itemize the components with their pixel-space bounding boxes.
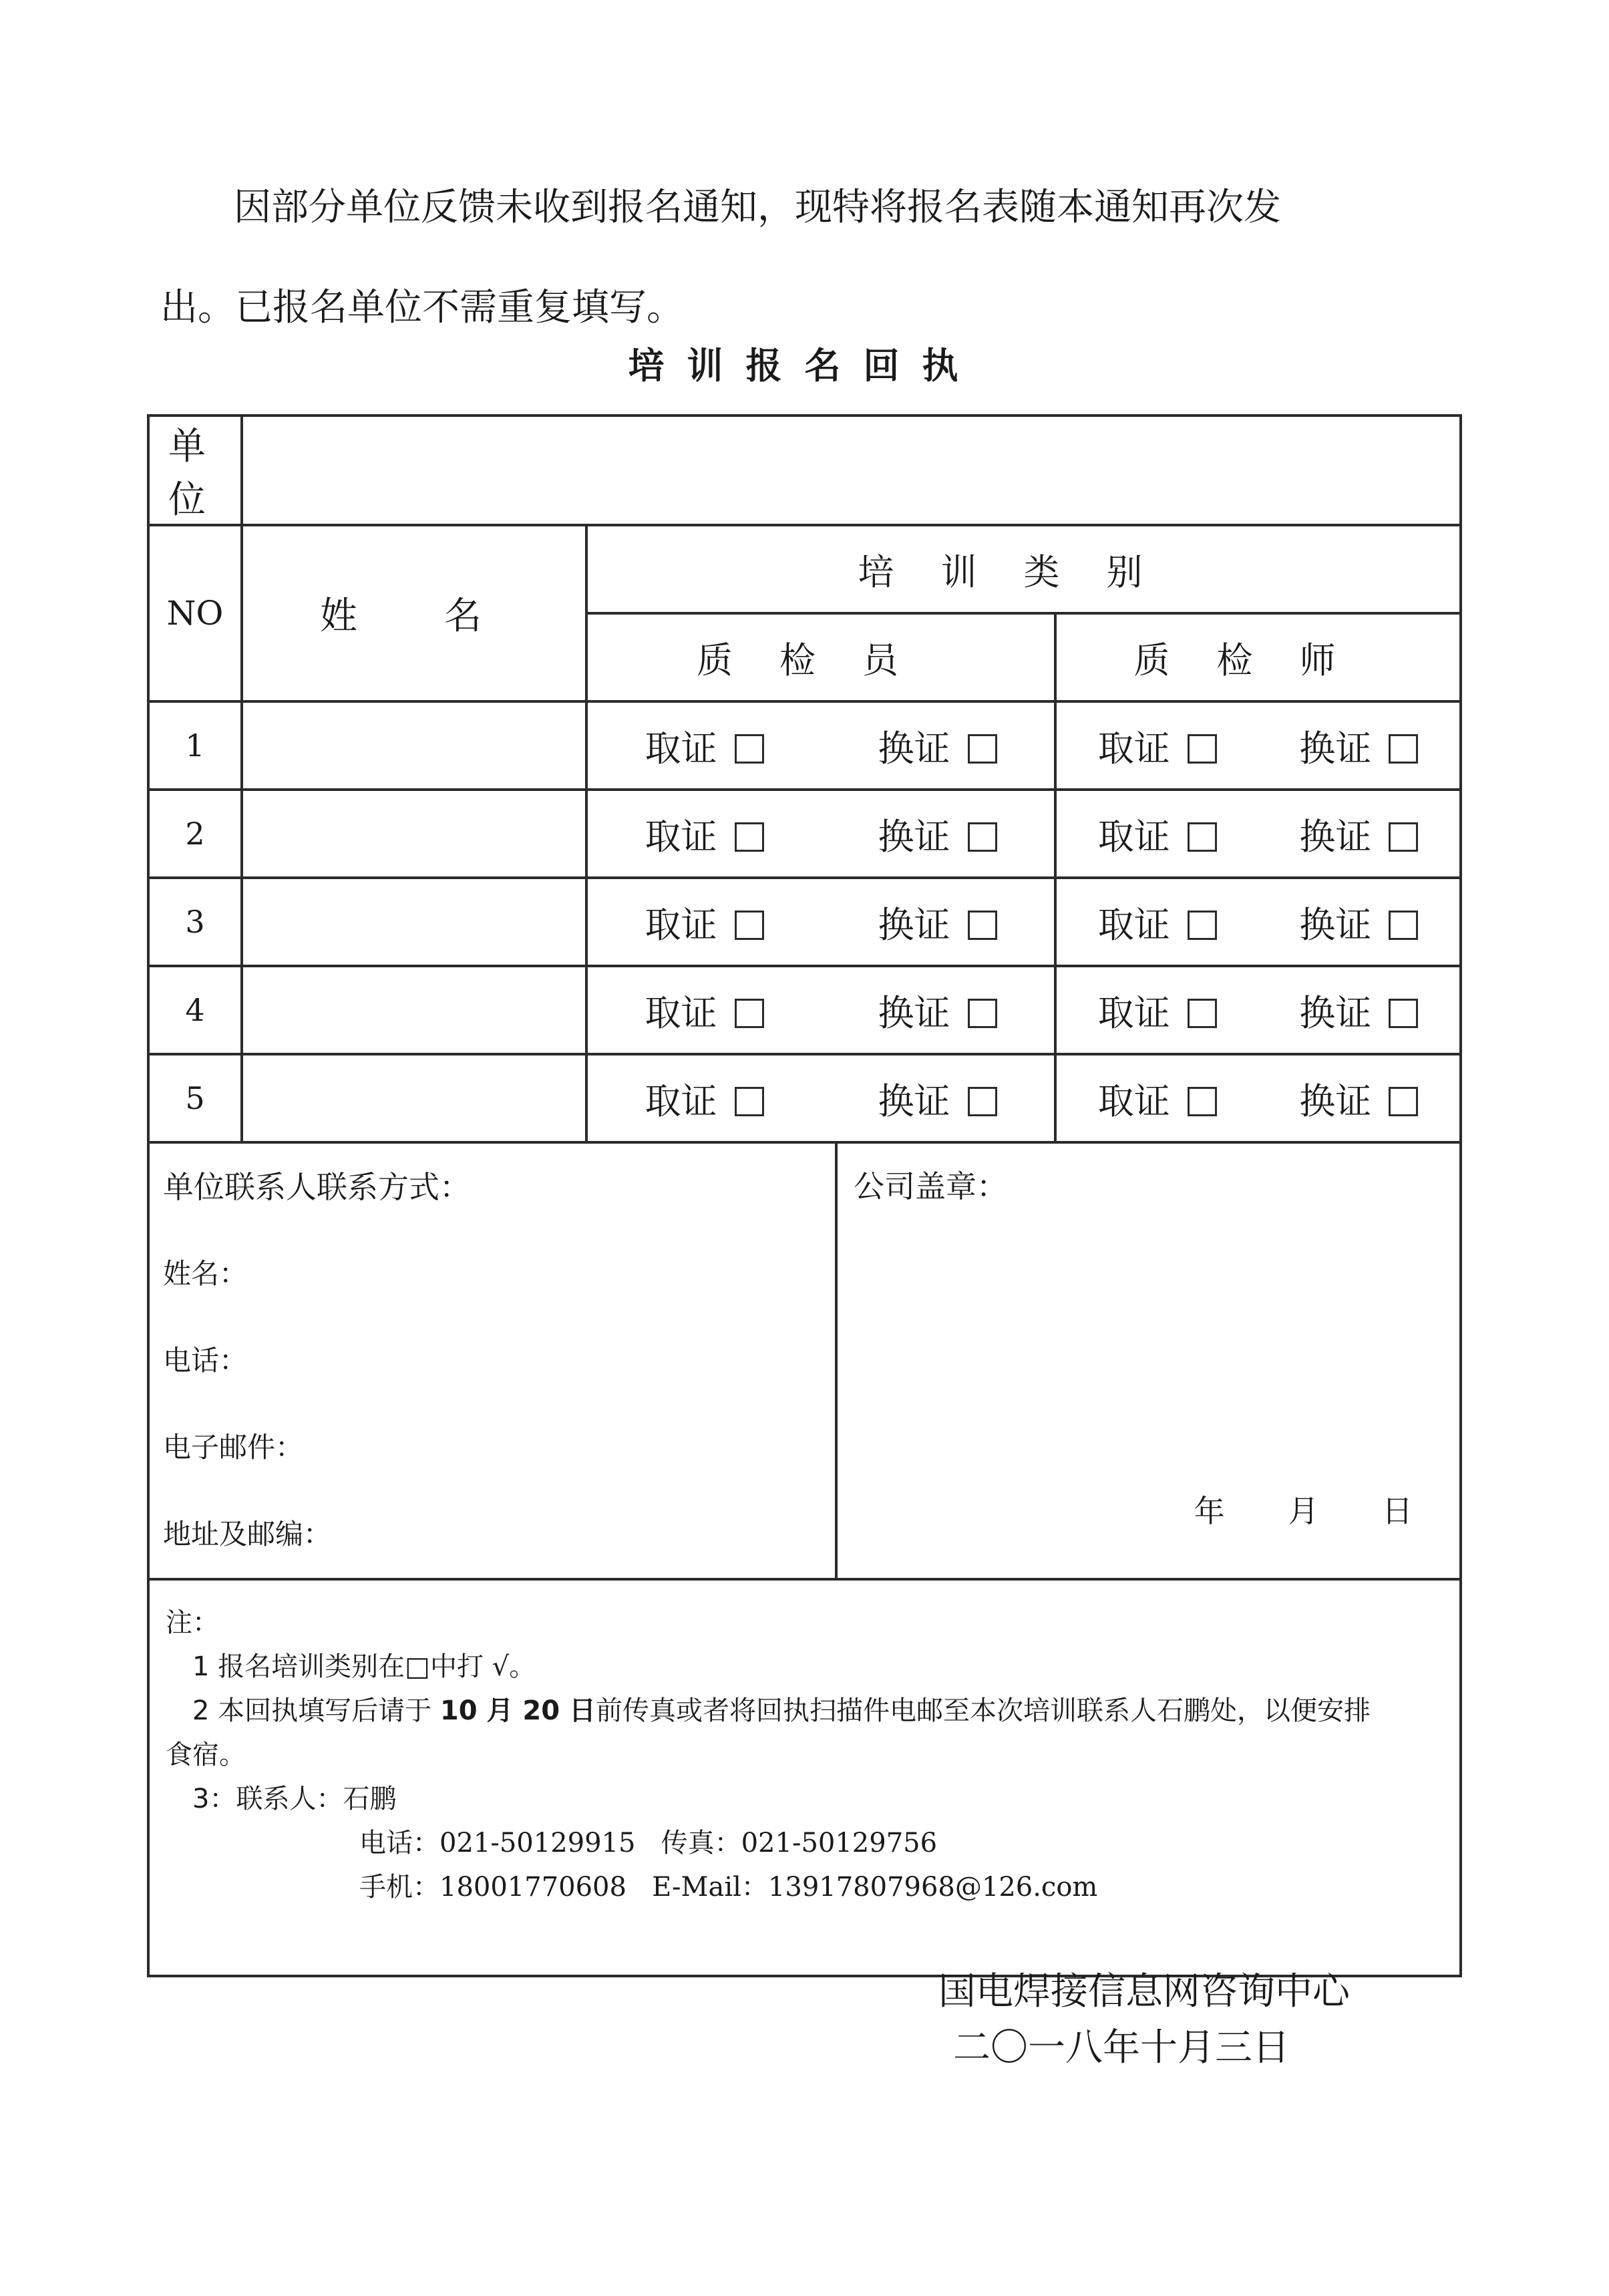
form-title: 培训报名回执 [628, 345, 981, 387]
name-input-cell[interactable] [242, 878, 586, 966]
table-row [148, 878, 1461, 966]
name-header: 姓名 [242, 525, 586, 701]
name-input-cell[interactable] [242, 790, 586, 878]
option-new: 取证 [1098, 896, 1217, 948]
contact-mobile-line: 手机：18001770608 E-Mail：13917807968@126.com [359, 1872, 1098, 1903]
no-header: NO [148, 525, 242, 701]
notice-line-2: 出。已报名单位不需重复填写。 [160, 286, 684, 329]
stamp-label: 公司盖章： [854, 1168, 1007, 1204]
row-number: 4 [148, 966, 242, 1054]
checkbox[interactable] [1188, 999, 1217, 1028]
unit-label: 单位 [148, 416, 242, 525]
registration-form [147, 414, 1462, 1977]
notes-heading: 注： [166, 1607, 219, 1638]
option-renew: 换证 [1299, 720, 1418, 772]
option-new: 取证 [645, 985, 764, 1036]
contact-email-label: 电子邮件： [163, 1431, 304, 1464]
option-new: 取证 [1098, 808, 1217, 860]
option-renew: 换证 [878, 720, 997, 772]
table-row [148, 790, 1461, 878]
contact-name-label: 姓名： [163, 1257, 248, 1290]
option-new: 取证 [1098, 720, 1217, 772]
option-new: 取证 [645, 720, 764, 772]
option-new: 取证 [645, 808, 764, 860]
checkbox[interactable] [735, 734, 764, 764]
option-new: 取证 [645, 896, 764, 948]
notice-line-1: 因部分单位反馈未收到报名通知，现特将报名表随本通知再次发 [234, 186, 1281, 229]
signature-block [938, 1964, 1350, 2076]
option-renew: 换证 [878, 896, 997, 948]
option-new: 取证 [1098, 985, 1217, 1036]
signature-org: 国电焊接信息网咨询中心 [938, 1970, 1350, 2013]
checkbox[interactable] [735, 1087, 764, 1116]
table-row [148, 701, 1461, 790]
table-row [148, 1054, 1461, 1142]
option-renew: 换证 [878, 985, 997, 1036]
name-input-cell[interactable] [242, 701, 586, 790]
option-renew: 换证 [1299, 1073, 1418, 1124]
checkbox[interactable] [968, 1087, 997, 1116]
inspector-header: 质检员 [586, 613, 1055, 701]
note-item-2-cont: 食宿。 [166, 1740, 246, 1770]
notice-paragraph [160, 158, 1436, 358]
unit-input-cell[interactable] [242, 416, 1461, 525]
notes-section [148, 1579, 1461, 1976]
checkbox[interactable] [735, 999, 764, 1028]
option-new: 取证 [645, 1073, 764, 1124]
contact-tel-line: 电话：021-50129915 传真：021-50129756 [359, 1828, 938, 1858]
deadline-date: 10 月 20 日 [439, 1695, 596, 1726]
checkbox[interactable] [1389, 911, 1418, 940]
contact-heading: 单位联系人联系方式： [163, 1169, 470, 1205]
checkbox[interactable] [1188, 911, 1217, 940]
stamp-section [836, 1142, 1461, 1579]
contact-section [148, 1142, 836, 1579]
note-item-1: 1 报名培训类别在□中打 √。 [192, 1651, 536, 1682]
row-number: 2 [148, 790, 242, 878]
name-input-cell[interactable] [242, 1054, 586, 1142]
checkbox[interactable] [968, 999, 997, 1028]
option-new: 取证 [1098, 1073, 1217, 1124]
engineer-header: 质检师 [1055, 613, 1461, 701]
checkbox[interactable] [968, 911, 997, 940]
checkbox[interactable] [1389, 999, 1418, 1028]
checkbox[interactable] [1188, 734, 1217, 764]
checkbox[interactable] [1188, 1087, 1217, 1116]
stamp-date: 年 月 日 [1194, 1493, 1413, 1529]
contact-phone-label: 电话： [163, 1344, 248, 1377]
checkbox[interactable] [1188, 822, 1217, 852]
note-item-3: 3：联系人：石鹏 [192, 1784, 397, 1814]
row-number: 3 [148, 878, 242, 966]
checkbox[interactable] [968, 822, 997, 852]
checkbox[interactable] [1389, 1087, 1418, 1116]
checkbox[interactable] [735, 911, 764, 940]
row-number: 5 [148, 1054, 242, 1142]
checkbox[interactable] [735, 822, 764, 852]
note-item-2: 2 本回执填写后请于 10 月 20 日前传真或者将回执扫描件电邮至本次培训联系人石鹏处，以便安排 [192, 1695, 1371, 1726]
option-renew: 换证 [1299, 896, 1418, 948]
category-header: 培训类别 [586, 525, 1461, 613]
option-renew: 换证 [878, 808, 997, 860]
contact-address-label: 地址及邮编： [163, 1518, 332, 1550]
name-input-cell[interactable] [242, 966, 586, 1054]
checkbox[interactable] [1389, 734, 1418, 764]
table-row [148, 966, 1461, 1054]
option-renew: 换证 [878, 1073, 997, 1124]
row-number: 1 [148, 701, 242, 790]
option-renew: 换证 [1299, 985, 1418, 1036]
option-renew: 换证 [1299, 808, 1418, 860]
signature-date: 二〇一八年十月三日 [953, 2026, 1290, 2070]
checkbox[interactable] [1389, 822, 1418, 852]
checkbox[interactable] [968, 734, 997, 764]
